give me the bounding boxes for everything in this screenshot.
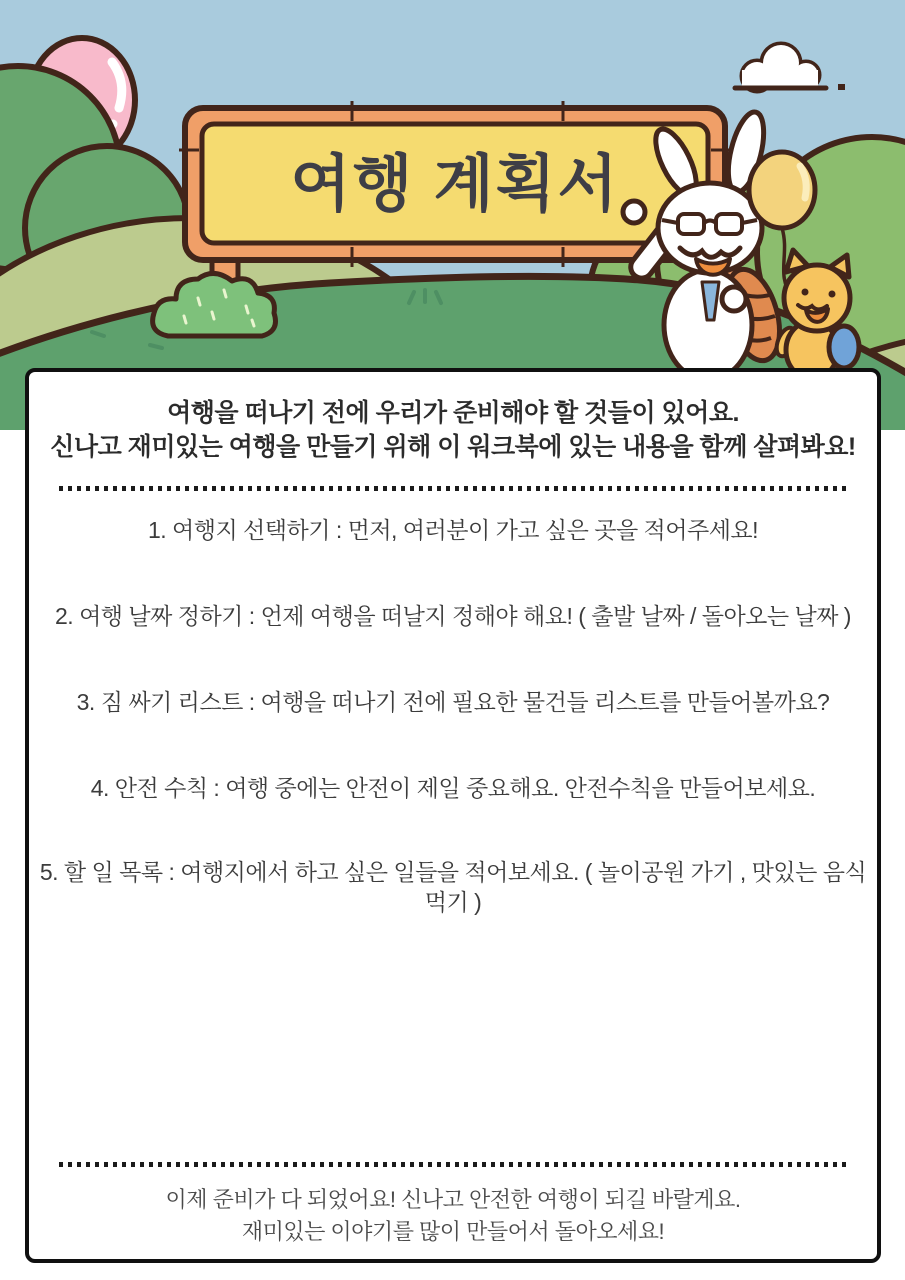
dotted-divider-top — [59, 486, 847, 491]
cat-mouth — [806, 309, 828, 322]
sign-title: 여행 계획서 — [290, 150, 620, 219]
plan-item-2: 2. 여행 날짜 정하기 : 언제 여행을 떠날지 정해야 해요! ( 출발 날짜 / 돌아오는 날짜 ) — [55, 603, 851, 629]
outro-line-2: 재미있는 이야기를 많이 만들어서 돌아오세요! — [241, 1219, 665, 1244]
content-card — [25, 368, 881, 1263]
header-illustration — [0, 0, 905, 430]
cloud-dash — [838, 84, 845, 90]
outro-text — [29, 1184, 877, 1248]
plan-item-3: 3. 짐 싸기 리스트 : 여행을 떠나기 전에 필요한 물건들 리스트를 만들어볼까요? — [76, 689, 830, 715]
outro-line-1: 이제 준비가 다 되었어요! 신나고 안전한 여행이 되길 바랄게요. — [165, 1187, 741, 1212]
plan-item-4: 4. 안전 수칙 : 여행 중에는 안전이 제일 중요해요. 안전수칙을 만들어보세요. — [90, 775, 816, 801]
plan-item-1: 1. 여행지 선택하기 : 먼저, 여러분이 가고 싶은 곳을 적어주세요! — [147, 517, 759, 543]
dotted-divider-bottom — [59, 1162, 847, 1167]
intro-line-2: 신나고 재미있는 여행을 만들기 위해 이 워크북에 있는 내용을 함께 살펴봐요! — [50, 433, 856, 461]
plan-item-5: 5. 할 일 목록 : 여행지에서 하고 싶은 일들을 적어보세요. ( 놀이공원 가기 , 맛있는 음식 먹기 ) — [39, 859, 867, 915]
intro-line-1: 여행을 떠나기 전에 우리가 준비해야 할 것들이 있어요. — [167, 399, 739, 427]
intro-text — [29, 396, 877, 464]
rabbit-hand — [623, 201, 645, 223]
cat-backpack — [829, 326, 859, 368]
rabbit-fist — [722, 287, 746, 311]
